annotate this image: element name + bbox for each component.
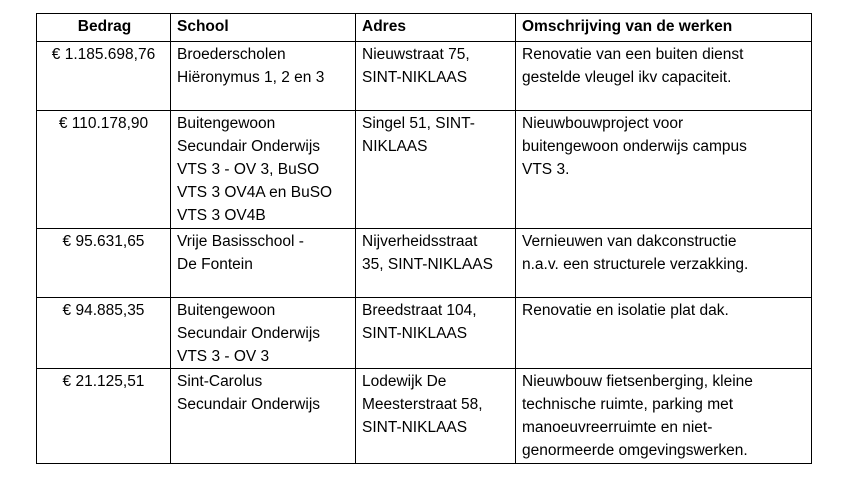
- cell-school: Sint-Carolus Secundair Onderwijs: [171, 369, 356, 464]
- cell-omschrijving: Nieuwbouw fietsenberging, kleine technische ruimte, parking met manoeuvreerruimte en niet- genormeerde omgevingswerken.: [516, 369, 812, 464]
- cell-adres: Breedstraat 104, SINT-NIKLAAS: [356, 298, 516, 369]
- table-row: [37, 298, 812, 369]
- cell-adres: Lodewijk De Meesterstraat 58, SINT-NIKLAAS: [356, 369, 516, 464]
- table-row: [37, 111, 812, 229]
- header-bedrag: Bedrag: [37, 14, 171, 42]
- table-row: [37, 42, 812, 111]
- cell-school: Vrije Basisschool - De Fontein: [171, 229, 356, 298]
- header-school: School: [171, 14, 356, 42]
- header-adres: Adres: [356, 14, 516, 42]
- cell-omschrijving: Renovatie van een buiten dienst gestelde vleugel ikv capaciteit.: [516, 42, 812, 111]
- cell-school: Broederscholen Hiëronymus 1, 2 en 3: [171, 42, 356, 111]
- table-row: [37, 369, 812, 464]
- cell-school: Buitengewoon Secundair Onderwijs VTS 3 - OV 3: [171, 298, 356, 369]
- cell-bedrag: € 95.631,65: [37, 229, 171, 298]
- cell-omschrijving: Nieuwbouwproject voor buitengewoon onderwijs campus VTS 3.: [516, 111, 812, 229]
- table-header-row: [37, 14, 812, 42]
- cell-school: Buitengewoon Secundair Onderwijs VTS 3 - OV 3, BuSO VTS 3 OV4A en BuSO VTS 3 OV4B: [171, 111, 356, 229]
- header-omschrijving: Omschrijving van de werken: [516, 14, 812, 42]
- cell-bedrag: € 21.125,51: [37, 369, 171, 464]
- cell-adres: Nieuwstraat 75, SINT-NIKLAAS: [356, 42, 516, 111]
- cell-omschrijving: Renovatie en isolatie plat dak.: [516, 298, 812, 369]
- works-table: [36, 13, 812, 464]
- cell-adres: Singel 51, SINT- NIKLAAS: [356, 111, 516, 229]
- table-row: [37, 229, 812, 298]
- cell-omschrijving: Vernieuwen van dakconstructie n.a.v. een structurele verzakking.: [516, 229, 812, 298]
- cell-bedrag: € 94.885,35: [37, 298, 171, 369]
- cell-bedrag: € 1.185.698,76: [37, 42, 171, 111]
- cell-adres: Nijverheidsstraat 35, SINT-NIKLAAS: [356, 229, 516, 298]
- cell-bedrag: € 110.178,90: [37, 111, 171, 229]
